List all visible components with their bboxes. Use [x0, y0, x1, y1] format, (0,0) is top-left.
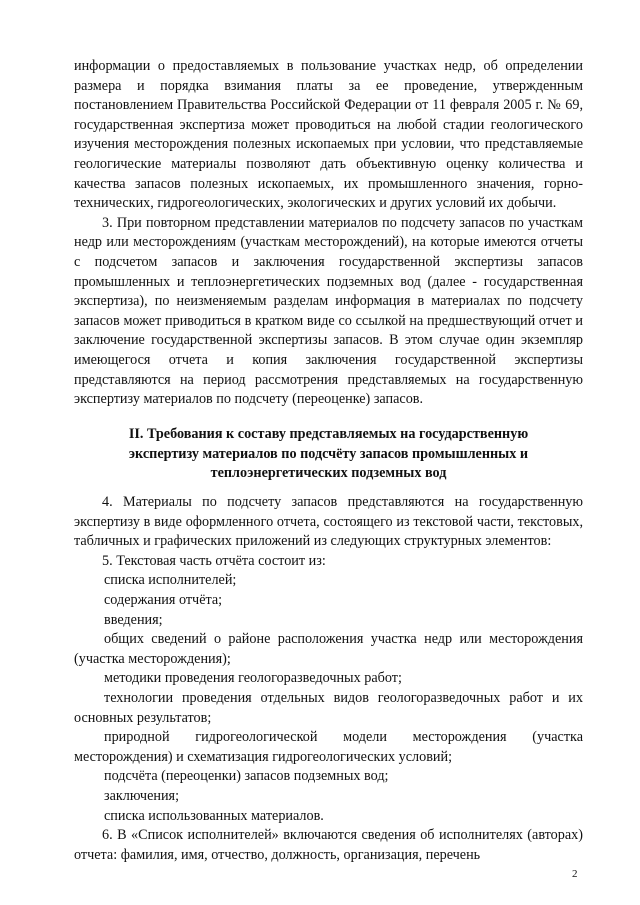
list-item: введения;	[104, 611, 163, 628]
section-heading-line-2: экспертизу материалов по подсчёту запасов промышленных и	[128, 445, 529, 462]
paragraph-6: 6. В «Список исполнителей» включаются сведения об исполнителях (авторах) отчета: фамилия, имя, отчество, должность, организация, перечень	[74, 827, 583, 863]
list-item: природной гидрогеологической модели месторождения (участка месторождения) и схематизация гидрогеологических условий;	[74, 729, 583, 765]
lower-text-block	[74, 493, 583, 865]
section-heading	[74, 425, 583, 484]
list-item: общих сведений о районе расположения участка недр или месторождения (участка месторождения);	[74, 631, 583, 667]
paragraph-3: 3. При повторном представлении материалов по подсчету запасов по участкам недр или месторождениям (участкам месторождений), на которые имеются отчеты с подсчетом запасов и заключения государственной экспертизы запасов промышленных и теплоэнергетических подземных вод (далее - государственная экспертиза), по неизменяемым разделам информация в материалах по подсчету запасов может приводиться в кратком виде со ссылкой на предшествующий отчет и заключение государственной экспертизы запасов. В этом случае один экземпляр имеющегося отчета и копия заключения государственной экспертизы представляются на период рассмотрения представляемых на государственную экспертизу материалов по подсчету (переоценке) запасов.	[74, 214, 583, 408]
list-item: содержания отчёта;	[104, 591, 223, 608]
section-heading-line-1: II. Требования к составу представляемых на государственную	[128, 426, 529, 442]
list-item: подсчёта (переоценки) запасов подземных вод;	[104, 768, 389, 785]
paragraph-5-intro: 5. Текстовая часть отчёта состоит из:	[102, 552, 326, 569]
list-item: технологии проведения отдельных видов геологоразведочных работ и их основных результатов;	[74, 689, 583, 726]
list-item: методики проведения геологоразведочных работ;	[104, 670, 402, 687]
paragraph-4: 4. Материалы по подсчету запасов представляются на государственную экспертизу в виде оформленного отчета, состоящего из текстовой части, текстовых, табличных и графических приложений из следующих структурных элементов:	[74, 494, 583, 550]
page-number: 2	[572, 868, 578, 880]
section-heading-line-3: теплоэнергетических подземных вод	[210, 465, 447, 482]
list-item: списка использованных материалов.	[104, 807, 324, 824]
upper-text-block	[74, 57, 583, 410]
continuation-paragraph: информации о предоставляемых в пользование участках недр, об определении размера и порядка взимания платы за ее проведение, утвержденным постановлением Правительства Российской Федерации от 11 февраля 2005 г. № 69, государственная экспертиза может проводиться на любой стадии геологического изучения месторождения полезных ископаемых при условии, что представляемые геологические материалы позволяют дать объективную оценку количества и качества запасов полезных ископаемых, их промышленного значения, горно-технических, гидрогеологических, экологических и других условий их добычи.	[74, 58, 583, 212]
list-item: списка исполнителей;	[104, 572, 237, 589]
list-item: заключения;	[104, 787, 180, 804]
